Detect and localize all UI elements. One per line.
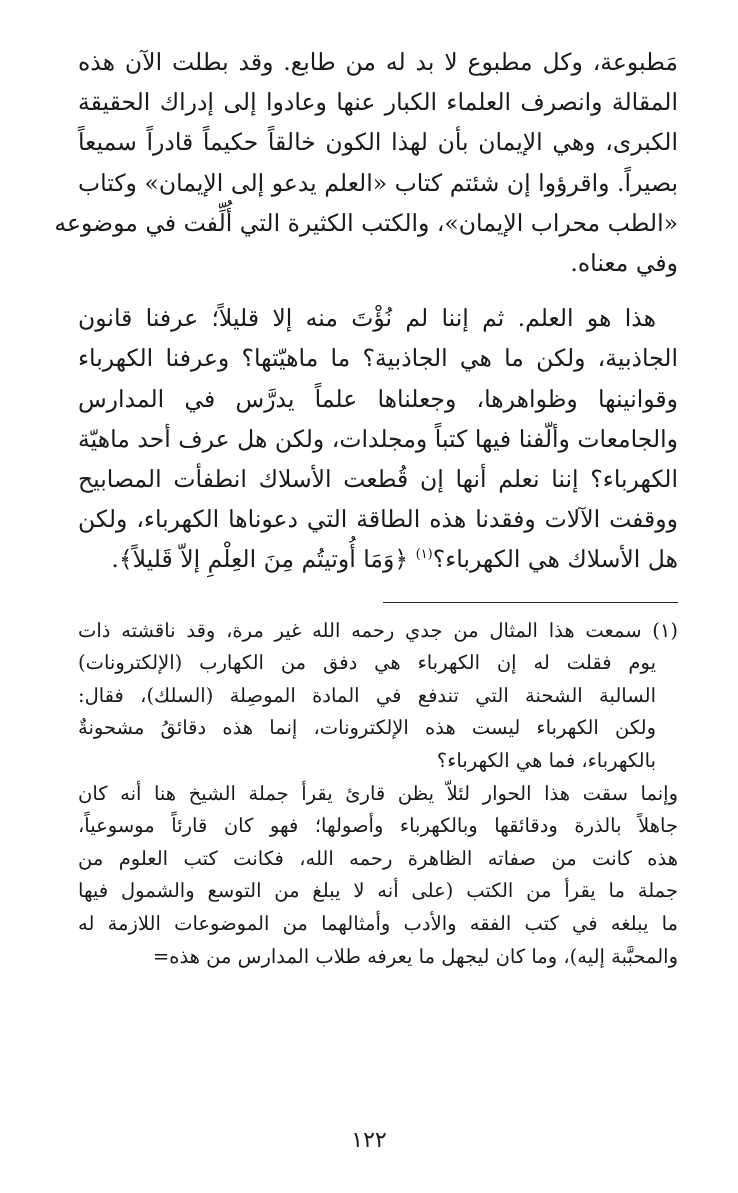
footnote-line: السالبة الشحنة التي تندفع في المادة الموصِلة (السلك)، فقال: (78, 683, 656, 707)
footnote (78, 615, 678, 974)
footnote-line: (١) سمعت هذا المثال من جدي رحمه الله غير مرة، وقد ناقشته ذات (78, 618, 678, 642)
footnote-line: وإنما سقت هذا الحوار لئلاّ يظن قارئ يقرأ جملة الشيخ هنا أنه كان (78, 781, 678, 805)
text-fragment: هل الأسلاك هي الكهرباء؟ (432, 545, 678, 574)
text-line: ووقفت الآلات وفقدنا هذه الطاقة التي دعوناها الكهرباء، ولكن (78, 505, 678, 534)
footnote-line: والمحبَّبة إليه)، وما كان ليجهل ما يعرفه طلاب المدارس من هذه= (152, 944, 678, 968)
footnote-line: بالكهرباء، فما هي الكهرباء؟ (436, 749, 656, 773)
footnote-line: جاهلاً بالذرة ودقائقها وبالكهرباء وأصولها؛ فهو كان قارئاً موسوعياً، (78, 814, 678, 838)
text-line-with-footnote-ref (78, 539, 678, 579)
footnote-line: ما يبلغه في كتب الفقه والأدب وأمثالهما من الموضوعات اللازمة له (78, 911, 678, 935)
text-line: «الطب محراب الإيمان»، والكتب الكثيرة التي أُلِّفت في موضوعه (54, 208, 678, 237)
text-line: هذا هو العلم. ثم إننا لم نُؤْتَ منه إلا قليلاً؛ عرفنا قانون (78, 304, 656, 333)
footnote-line: هذه كانت من صفاته الظاهرة رحمه الله، فكانت كتب العلوم من (78, 846, 678, 870)
body-paragraph-2 (78, 298, 678, 579)
text-line: وفي معناه. (570, 249, 678, 278)
footnote-reference[interactable]: (١) (415, 547, 433, 563)
text-line: الكبرى، وهي الإيمان بأن لهذا الكون خالقاً حكيماً قادراً سميعاً (78, 128, 678, 157)
text-line: المقالة وانصرف العلماء الكبار عنها وعادوا إلى إدراك الحقيقة (78, 88, 678, 117)
text-line: وقوانينها وظواهرها، وجعلناها علماً يدرَّس في المدارس (78, 384, 678, 413)
text-line: مَطبوعة، وكل مطبوع لا بد له من طابع. وقد بطلت الآن هذه (78, 48, 678, 76)
page-content (54, 42, 678, 973)
footnote-divider (383, 602, 678, 603)
quran-verse: ﴿وَمَا أُوتيتُم مِنَ العِلْمِ إلاّ قَليلاً﴾. (111, 545, 416, 574)
body-paragraph-1 (54, 42, 678, 283)
text-line: والجامعات وألّفنا فيها كتباً ومجلدات، ولكن هل عرف أحد ماهيّة (78, 424, 678, 453)
footnote-line: يوم فقلت له إن الكهرباء هي دفق من الكهارب (الإلكترونات) (78, 651, 656, 675)
footnote-line: جملة ما يقرأ من الكتب (على أنه لا يبلغ من التوسع والشمول فيها (78, 879, 678, 903)
text-line: الكهرباء؟ إننا نعلم أنها إن قُطعت الأسلاك انطفأت المصابيح (78, 465, 678, 494)
text-line: بصيراً. واقرؤوا إن شئتم كتاب «العلم يدعو إلى الإيمان» وكتاب (78, 168, 678, 197)
footnote-line: ولكن الكهرباء ليست هذه الإلكترونات، إنما هذه دقائقُ مشحونةٌ (78, 716, 656, 740)
page-number: ١٢٢ (351, 1128, 387, 1153)
text-line: الجاذبية، ولكن ما هي الجاذبية؟ ما ماهيّتها؟ وعرفنا الكهرباء (78, 344, 678, 373)
